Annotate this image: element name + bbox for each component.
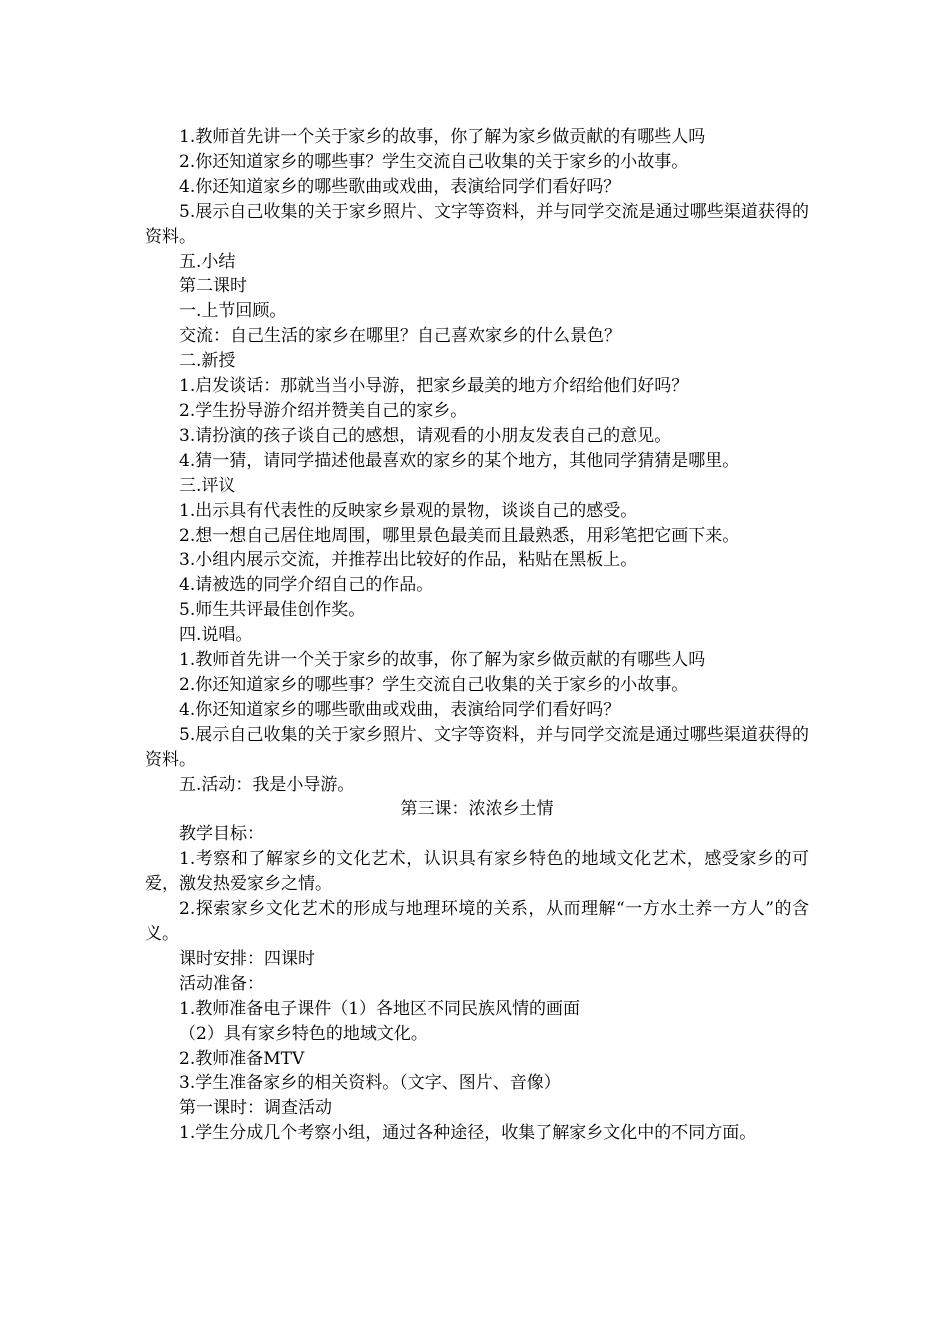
paragraph: （2）具有家乡特色的地域文化。 [179, 1023, 428, 1044]
section-heading: 二.新授 [179, 351, 236, 372]
paragraph: 2.你还知道家乡的哪些事？学生交流自己收集的关于家乡的小故事。 [179, 674, 689, 695]
paragraph: 4.你还知道家乡的哪些歌曲或戏曲，表演给同学们看好吗？ [179, 699, 621, 720]
paragraph: 4.请被选的同学介绍自己的作品。 [179, 575, 434, 596]
paragraph: 5.展示自己收集的关于家乡照片、文字等资料，并与同学交流是通过哪些渠道获得的资料。 [145, 724, 809, 770]
paragraph: 1.启发谈话：那就当当小导游，把家乡最美的地方介绍给他们好吗？ [179, 376, 689, 397]
paragraph: 1.教师首先讲一个关于家乡的故事，你了解为家乡做贡献的有哪些人吗 [179, 650, 706, 671]
paragraph: 1.出示具有代表性的反映家乡景观的景物，谈谈自己的感受。 [179, 500, 638, 521]
section-heading: 五.活动：我是小导游。 [179, 774, 355, 795]
paragraph: 交流：自己生活的家乡在哪里？自己喜欢家乡的什么景色？ [179, 326, 621, 347]
paragraph: 5.展示自己收集的关于家乡照片、文字等资料，并与同学交流是通过哪些渠道获得的资料。 [145, 201, 809, 247]
paragraph: 2.学生扮导游介绍并赞美自己的家乡。 [179, 400, 468, 421]
paragraph: 1.学生分成几个考察小组，通过各种途径，收集了解家乡文化中的不同方面。 [179, 1123, 757, 1144]
paragraph: 5.师生共评最佳创作奖。 [179, 600, 366, 621]
paragraph: 3.请扮演的孩子谈自己的感想，请观看的小朋友发表自己的意见。 [179, 425, 672, 446]
paragraph: 1.教师首先讲一个关于家乡的故事，你了解为家乡做贡献的有哪些人吗 [179, 127, 706, 147]
paragraph: 2.想一想自己居住地周围，哪里景色最美而且最熟悉，用彩笔把它画下来。 [179, 525, 740, 546]
paragraph: 3.小组内展示交流，并推荐出比较好的作品，粘贴在黑板上。 [179, 550, 638, 571]
section-heading: 活动准备： [179, 973, 264, 994]
section-heading: 第二课时 [179, 276, 247, 297]
section-heading: 教学目标： [179, 824, 264, 845]
section-heading: 五.小结 [179, 251, 236, 272]
document-body [145, 125, 809, 1146]
paragraph: 4.猜一猜，请同学描述他最喜欢的家乡的某个地方，其他同学猜猜是哪里。 [179, 450, 740, 471]
section-heading: 四.说唱。 [179, 625, 253, 646]
section-heading: 一.上节回顾。 [179, 301, 287, 322]
paragraph: 1.教师准备电子课件（1）各地区不同民族风情的画面 [179, 998, 581, 1019]
paragraph: 3.学生准备家乡的相关资料。（文字、图片、音像） [179, 1073, 561, 1094]
paragraph: 1.考察和了解家乡的文化艺术，认识具有家乡特色的地域文化艺术，感受家乡的可爱，激发热爱家乡之情。 [145, 849, 809, 895]
paragraph: 2.教师准备MTV [179, 1048, 305, 1069]
section-heading: 三.评议 [179, 475, 236, 496]
lesson-title: 第三课：浓浓乡土情 [400, 799, 554, 820]
paragraph: 2.你还知道家乡的哪些事？学生交流自己收集的关于家乡的小故事。 [179, 151, 689, 172]
paragraph: 课时安排：四课时 [179, 948, 315, 969]
section-heading: 第一课时：调查活动 [179, 1098, 332, 1119]
paragraph: 4.你还知道家乡的哪些歌曲或戏曲，表演给同学们看好吗？ [179, 176, 621, 197]
paragraph: 2.探索家乡文化艺术的形成与地理环境的关系，从而理解“一方水土养一方人”的含义。 [145, 899, 809, 944]
